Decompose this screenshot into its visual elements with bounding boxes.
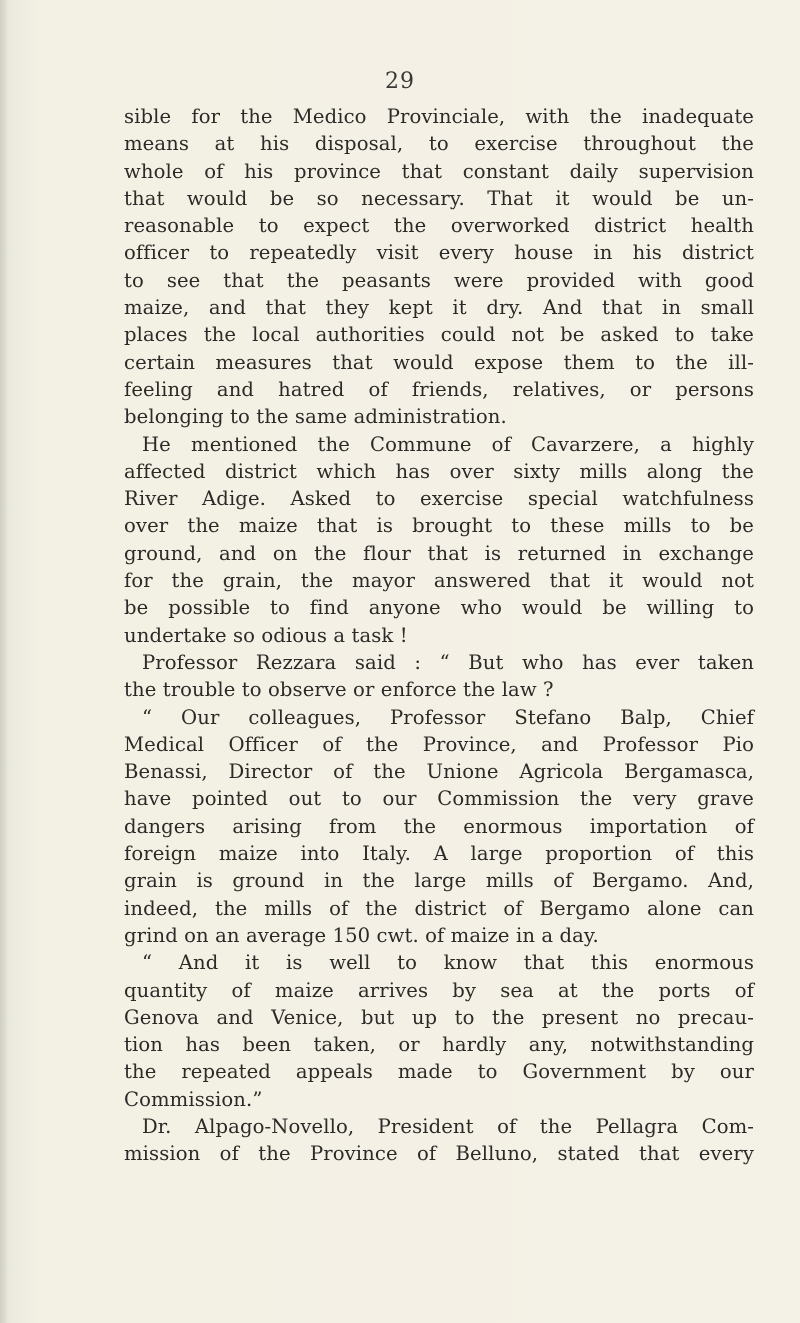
text-line: affected district which has over sixty mills along the (124, 459, 754, 483)
text-line: maize, and that they kept it dry. And that in small (124, 296, 754, 320)
text-line: Genova and Venice, but up to the present no precau- (124, 1005, 754, 1029)
text-line: grain is ground in the large mills of Bergamo. And, (124, 869, 754, 893)
text-line: that would be so necessary. That it would be un- (124, 186, 754, 210)
text-line: “ And it is well to know that this enormous (142, 951, 754, 975)
text-line: officer to repeatedly visit every house in his district (124, 241, 754, 265)
text-line: dangers arising from the enormous importation of (124, 814, 754, 838)
text-line: sible for the Medico Provinciale, with the inadequate (124, 105, 754, 128)
text-line: indeed, the mills of the district of Bergamo alone can (124, 896, 754, 920)
text-line: have pointed out to our Commission the very grave (124, 787, 754, 811)
text-line: Professor Rezzara said : “ But who has ever taken (142, 650, 754, 674)
text-line: belonging to the same administration. (124, 405, 507, 429)
body-text (124, 103, 754, 1168)
text-line: quantity of maize arrives by sea at the ports of (124, 978, 754, 1002)
text-line: the repeated appeals made to Government by our (124, 1060, 754, 1084)
text-line: Benassi, Director of the Unione Agricola Bergamasca, (124, 760, 754, 784)
text-line: “ Our colleagues, Professor Stefano Balp, Chief (142, 705, 754, 729)
text-line: foreign maize into Italy. A large proportion of this (124, 842, 754, 866)
text-line: for the grain, the mayor answered that it would not (124, 569, 754, 593)
text-line: He mentioned the Commune of Cavarzere, a highly (142, 432, 754, 456)
text-line: grind on an average 150 cwt. of maize in a day. (124, 923, 599, 947)
text-line: be possible to find anyone who would be willing to (124, 596, 754, 620)
text-line: tion has been taken, or hardly any, notwithstanding (124, 1033, 754, 1057)
text-line: means at his disposal, to exercise throughout the (124, 132, 754, 156)
text-line: feeling and hatred of friends, relatives, or persons (124, 377, 754, 401)
text-line: ground, and on the flour that is returned in exchange (124, 541, 754, 565)
text-line: mission of the Province of Belluno, stated that every (124, 1142, 754, 1166)
text-line: reasonable to expect the overworked district health (124, 214, 754, 238)
text-line: Commission.” (124, 1087, 263, 1111)
text-line: whole of his province that constant daily supervision (124, 159, 754, 183)
text-line: undertake so odious a task ! (124, 623, 408, 647)
text-line: Dr. Alpago-Novello, President of the Pellagra Com- (142, 1114, 754, 1138)
text-line: Medical Officer of the Province, and Professor Pio (124, 732, 754, 756)
text-line: places the local authorities could not be asked to take (124, 323, 754, 347)
page-gutter-shadow (0, 0, 8, 1323)
text-line: certain measures that would expose them to the ill- (124, 350, 754, 374)
text-line: to see that the peasants were provided with good (124, 268, 754, 292)
page-number: 29 (385, 69, 415, 94)
text-line: River Adige. Asked to exercise special watchfulness (124, 487, 754, 511)
text-line: the trouble to observe or enforce the law ? (124, 678, 554, 702)
text-line: over the maize that is brought to these mills to be (124, 514, 754, 538)
